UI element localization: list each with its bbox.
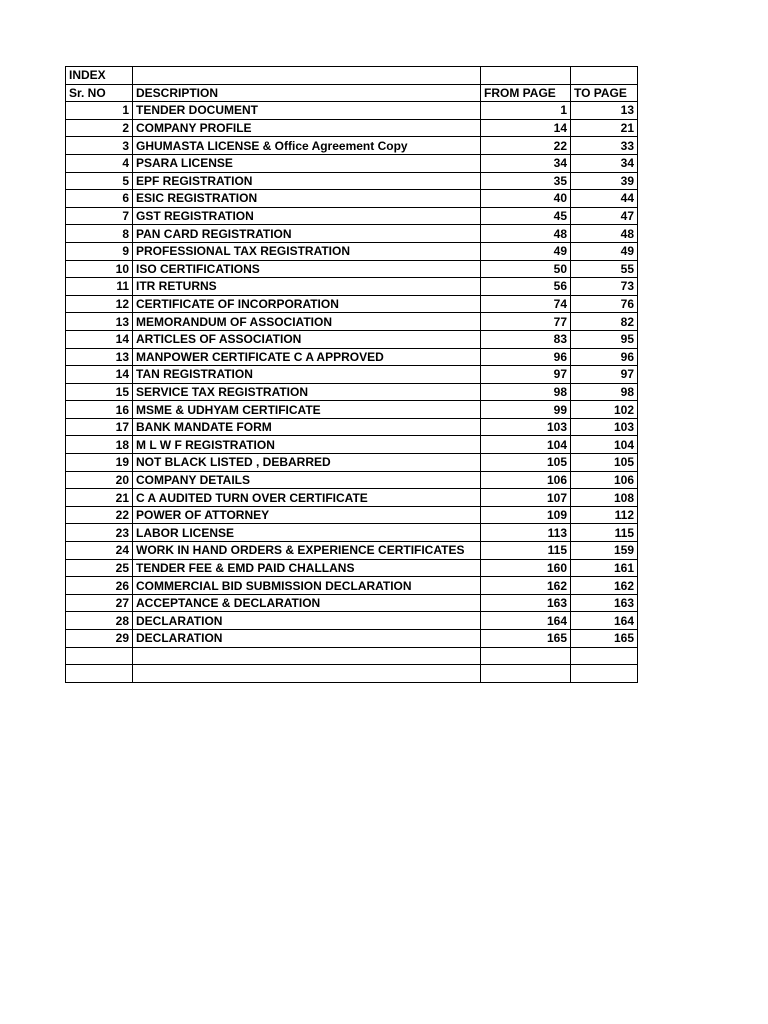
srno-cell: 13 [66, 348, 133, 366]
srno-cell: 22 [66, 506, 133, 524]
srno-cell: 21 [66, 489, 133, 507]
to-page-cell: 39 [571, 172, 638, 190]
from-page-cell: 1 [481, 102, 571, 120]
to-page-cell: 103 [571, 418, 638, 436]
to-page-cell: 73 [571, 278, 638, 296]
to-page-cell: 44 [571, 190, 638, 208]
from-page-cell: 107 [481, 489, 571, 507]
empty-cell [481, 67, 571, 85]
description-cell: NOT BLACK LISTED , DEBARRED [133, 454, 481, 472]
to-page-cell: 162 [571, 577, 638, 595]
description-cell: LABOR LICENSE [133, 524, 481, 542]
srno-cell: 17 [66, 418, 133, 436]
to-page-cell: 55 [571, 260, 638, 278]
header-from-page: FROM PAGE [481, 84, 571, 102]
to-page-cell: 95 [571, 330, 638, 348]
description-cell: POWER OF ATTORNEY [133, 506, 481, 524]
to-page-cell: 21 [571, 119, 638, 137]
description-cell: PROFESSIONAL TAX REGISTRATION [133, 242, 481, 260]
table-row [66, 630, 638, 648]
from-page-cell: 99 [481, 401, 571, 419]
table-row [66, 260, 638, 278]
table-row [66, 542, 638, 560]
empty-cell [571, 665, 638, 683]
description-cell: ITR RETURNS [133, 278, 481, 296]
to-page-cell: 104 [571, 436, 638, 454]
to-page-cell: 105 [571, 454, 638, 472]
from-page-cell: 77 [481, 313, 571, 331]
from-page-cell: 50 [481, 260, 571, 278]
srno-cell: 10 [66, 260, 133, 278]
empty-cell [133, 67, 481, 85]
srno-cell: 24 [66, 542, 133, 560]
from-page-cell: 103 [481, 418, 571, 436]
description-cell: ESIC REGISTRATION [133, 190, 481, 208]
table-row [66, 102, 638, 120]
table-row [66, 225, 638, 243]
srno-cell: 23 [66, 524, 133, 542]
to-page-cell: 48 [571, 225, 638, 243]
srno-cell: 28 [66, 612, 133, 630]
srno-cell: 14 [66, 366, 133, 384]
srno-cell: 20 [66, 471, 133, 489]
description-cell: PSARA LICENSE [133, 154, 481, 172]
table-row [66, 330, 638, 348]
table-row [66, 612, 638, 630]
to-page-cell: 159 [571, 542, 638, 560]
srno-cell: 26 [66, 577, 133, 595]
srno-cell: 29 [66, 630, 133, 648]
from-page-cell: 49 [481, 242, 571, 260]
header-description: DESCRIPTION [133, 84, 481, 102]
from-page-cell: 34 [481, 154, 571, 172]
empty-cell [66, 665, 133, 683]
empty-cell [133, 647, 481, 665]
from-page-cell: 163 [481, 594, 571, 612]
description-cell: TENDER DOCUMENT [133, 102, 481, 120]
table-row [66, 559, 638, 577]
from-page-cell: 105 [481, 454, 571, 472]
to-page-cell: 165 [571, 630, 638, 648]
srno-cell: 15 [66, 383, 133, 401]
srno-cell: 1 [66, 102, 133, 120]
to-page-cell: 102 [571, 401, 638, 419]
to-page-cell: 164 [571, 612, 638, 630]
to-page-cell: 97 [571, 366, 638, 384]
to-page-cell: 112 [571, 506, 638, 524]
description-cell: COMMERCIAL BID SUBMISSION DECLARATION [133, 577, 481, 595]
empty-row [66, 665, 638, 683]
description-cell: MSME & UDHYAM CERTIFICATE [133, 401, 481, 419]
srno-cell: 16 [66, 401, 133, 419]
to-page-cell: 115 [571, 524, 638, 542]
table-row [66, 295, 638, 313]
from-page-cell: 97 [481, 366, 571, 384]
index-label: INDEX [66, 67, 133, 85]
table-body [66, 67, 638, 683]
description-cell: GHUMASTA LICENSE & Office Agreement Copy [133, 137, 481, 155]
from-page-cell: 45 [481, 207, 571, 225]
from-page-cell: 162 [481, 577, 571, 595]
srno-cell: 2 [66, 119, 133, 137]
srno-cell: 25 [66, 559, 133, 577]
description-cell: BANK MANDATE FORM [133, 418, 481, 436]
table-row [66, 366, 638, 384]
empty-row [66, 647, 638, 665]
from-page-cell: 98 [481, 383, 571, 401]
empty-cell [571, 647, 638, 665]
from-page-cell: 160 [481, 559, 571, 577]
from-page-cell: 164 [481, 612, 571, 630]
description-cell: COMPANY DETAILS [133, 471, 481, 489]
srno-cell: 12 [66, 295, 133, 313]
description-cell: EPF REGISTRATION [133, 172, 481, 190]
description-cell: DECLARATION [133, 612, 481, 630]
from-page-cell: 35 [481, 172, 571, 190]
to-page-cell: 163 [571, 594, 638, 612]
to-page-cell: 106 [571, 471, 638, 489]
table-row [66, 154, 638, 172]
header-to-page: TO PAGE [571, 84, 638, 102]
from-page-cell: 113 [481, 524, 571, 542]
description-cell: MANPOWER CERTIFICATE C A APPROVED [133, 348, 481, 366]
to-page-cell: 82 [571, 313, 638, 331]
to-page-cell: 33 [571, 137, 638, 155]
description-cell: DECLARATION [133, 630, 481, 648]
description-cell: C A AUDITED TURN OVER CERTIFICATE [133, 489, 481, 507]
from-page-cell: 104 [481, 436, 571, 454]
srno-cell: 13 [66, 313, 133, 331]
from-page-cell: 109 [481, 506, 571, 524]
srno-cell: 19 [66, 454, 133, 472]
empty-cell [66, 647, 133, 665]
table-row [66, 577, 638, 595]
srno-cell: 5 [66, 172, 133, 190]
from-page-cell: 74 [481, 295, 571, 313]
description-cell: TAN REGISTRATION [133, 366, 481, 384]
to-page-cell: 34 [571, 154, 638, 172]
from-page-cell: 48 [481, 225, 571, 243]
to-page-cell: 47 [571, 207, 638, 225]
srno-cell: 6 [66, 190, 133, 208]
table-row [66, 313, 638, 331]
from-page-cell: 22 [481, 137, 571, 155]
description-cell: MEMORANDUM OF ASSOCIATION [133, 313, 481, 331]
from-page-cell: 106 [481, 471, 571, 489]
description-cell: PAN CARD REGISTRATION [133, 225, 481, 243]
from-page-cell: 56 [481, 278, 571, 296]
to-page-cell: 108 [571, 489, 638, 507]
description-cell: ARTICLES OF ASSOCIATION [133, 330, 481, 348]
empty-cell [571, 67, 638, 85]
table-row [66, 454, 638, 472]
to-page-cell: 98 [571, 383, 638, 401]
table-row [66, 436, 638, 454]
table-row [66, 137, 638, 155]
srno-cell: 4 [66, 154, 133, 172]
table-row [66, 119, 638, 137]
to-page-cell: 161 [571, 559, 638, 577]
description-cell: GST REGISTRATION [133, 207, 481, 225]
description-cell: SERVICE TAX REGISTRATION [133, 383, 481, 401]
description-cell: ACCEPTANCE & DECLARATION [133, 594, 481, 612]
to-page-cell: 76 [571, 295, 638, 313]
srno-cell: 14 [66, 330, 133, 348]
from-page-cell: 83 [481, 330, 571, 348]
table-row [66, 506, 638, 524]
table-row [66, 471, 638, 489]
table-row [66, 172, 638, 190]
table-row [66, 207, 638, 225]
table-row [66, 348, 638, 366]
to-page-cell: 49 [571, 242, 638, 260]
table-row [66, 401, 638, 419]
description-cell: ISO CERTIFICATIONS [133, 260, 481, 278]
table-row [66, 594, 638, 612]
table-row [66, 190, 638, 208]
srno-cell: 11 [66, 278, 133, 296]
empty-cell [481, 647, 571, 665]
srno-cell: 9 [66, 242, 133, 260]
srno-cell: 18 [66, 436, 133, 454]
srno-cell: 27 [66, 594, 133, 612]
from-page-cell: 165 [481, 630, 571, 648]
from-page-cell: 40 [481, 190, 571, 208]
table-row [66, 418, 638, 436]
srno-cell: 7 [66, 207, 133, 225]
from-page-cell: 14 [481, 119, 571, 137]
header-row [66, 84, 638, 102]
srno-cell: 8 [66, 225, 133, 243]
empty-cell [481, 665, 571, 683]
description-cell: WORK IN HAND ORDERS & EXPERIENCE CERTIFICATES [133, 542, 481, 560]
index-title-row [66, 67, 638, 85]
description-cell: TENDER FEE & EMD PAID CHALLANS [133, 559, 481, 577]
table-row [66, 242, 638, 260]
from-page-cell: 115 [481, 542, 571, 560]
table-row [66, 278, 638, 296]
table-row [66, 524, 638, 542]
table-row [66, 383, 638, 401]
index-table [65, 66, 638, 683]
description-cell: M L W F REGISTRATION [133, 436, 481, 454]
from-page-cell: 96 [481, 348, 571, 366]
table-row [66, 489, 638, 507]
to-page-cell: 13 [571, 102, 638, 120]
description-cell: COMPANY PROFILE [133, 119, 481, 137]
to-page-cell: 96 [571, 348, 638, 366]
header-srno: Sr. NO [66, 84, 133, 102]
srno-cell: 3 [66, 137, 133, 155]
description-cell: CERTIFICATE OF INCORPORATION [133, 295, 481, 313]
empty-cell [133, 665, 481, 683]
